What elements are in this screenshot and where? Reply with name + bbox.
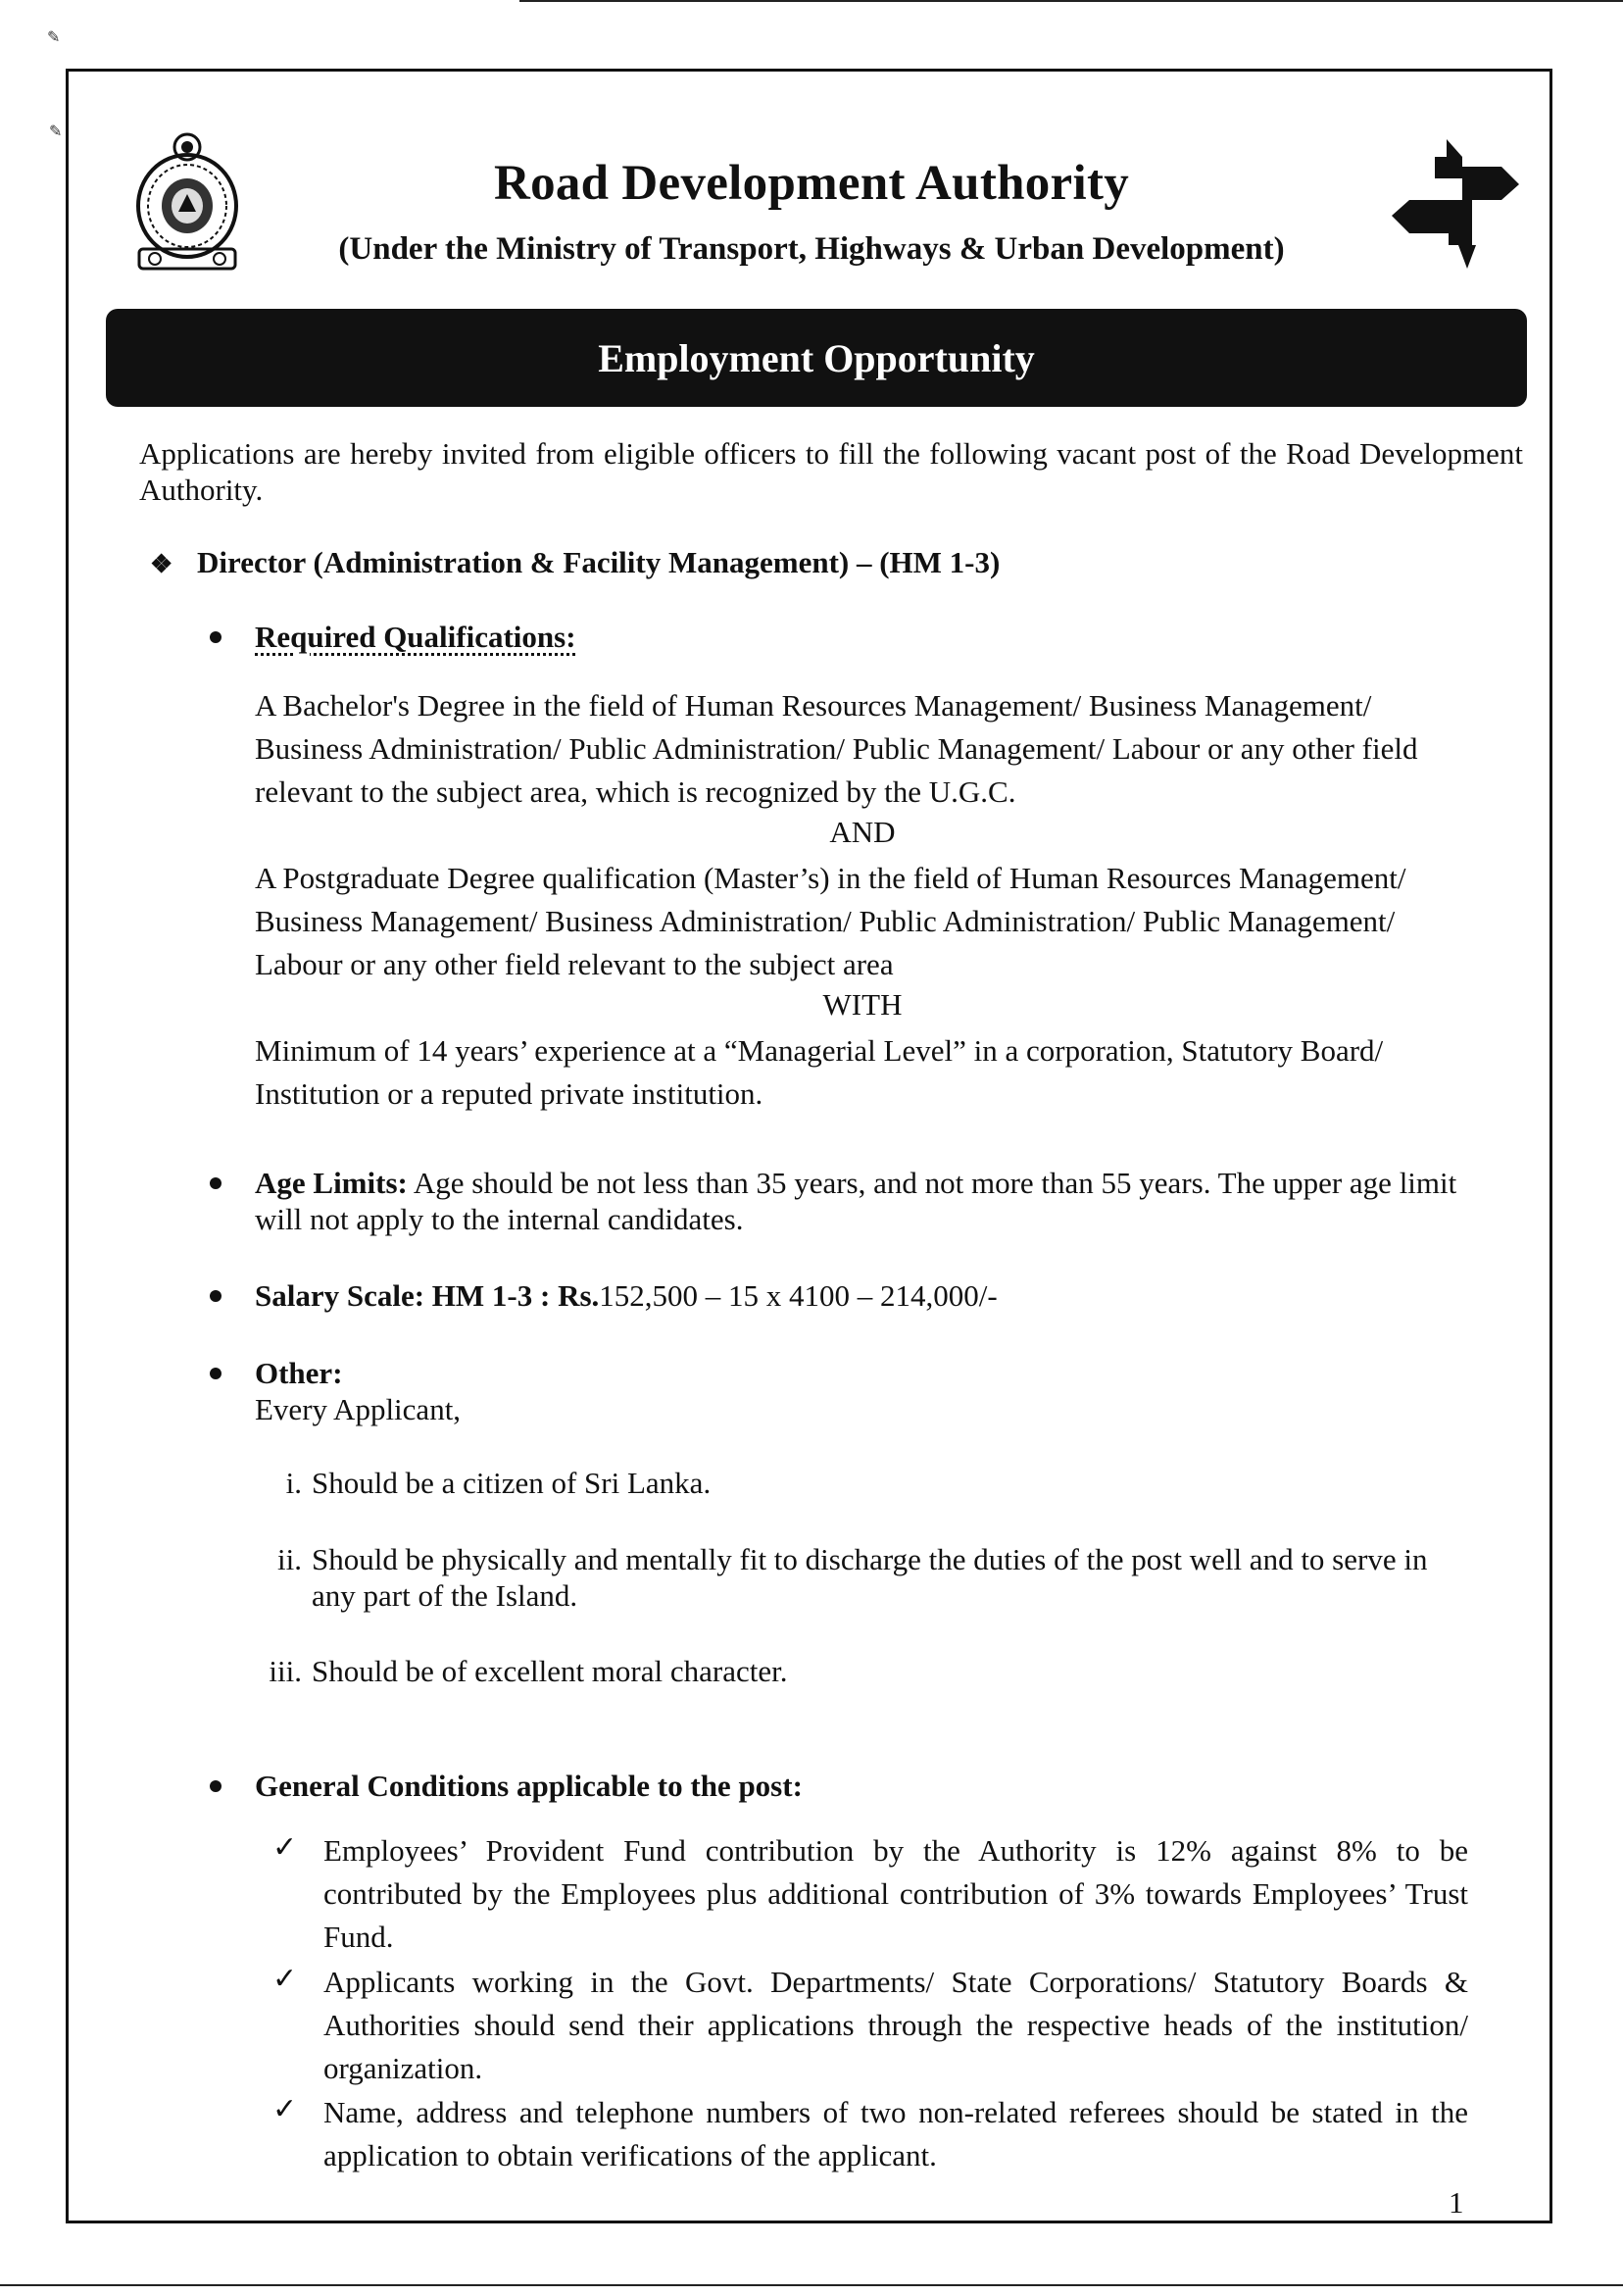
other-intro: Every Applicant, bbox=[255, 1392, 462, 1426]
bullet-icon bbox=[210, 1780, 221, 1792]
check-icon: ✓ bbox=[272, 1831, 298, 1864]
qualification-postgraduate: A Postgraduate Degree qualification (Master’s) in the field of Human Resources Management/ Business Management/ Business Administration/ Public Administration/ Public Management/ Labour or any other field relevant to the subject area bbox=[255, 861, 1406, 981]
qualification-experience: Minimum of 14 years’ experience at a “Managerial Level” in a corporation, Statutory Board/ Institution or a reputed private institution. bbox=[255, 1033, 1384, 1111]
intro-paragraph: Applications are hereby invited from eligible officers to fill the following vacant post of the Road Development Authority. bbox=[139, 436, 1523, 507]
other-section bbox=[255, 1355, 461, 1427]
qualifications-heading: Required Qualifications: bbox=[255, 620, 576, 654]
post-title bbox=[150, 544, 1000, 582]
page-title: Road Development Authority bbox=[493, 156, 1130, 211]
page-subtitle: (Under the Ministry of Transport, Highways & Urban Development) bbox=[338, 231, 1285, 267]
qualification-bachelor: A Bachelor's Degree in the field of Human Resources Management/ Business Management/ Business Administration/ Public Administration/ Public Management/ Labour or any other field relevant to the subject area, which is recognized by the U.G.C. bbox=[255, 688, 1418, 809]
check-icon: ✓ bbox=[272, 2093, 298, 2125]
check-icon: ✓ bbox=[272, 1963, 298, 1995]
salary-label: Salary Scale: HM 1-3 : Rs. bbox=[255, 1278, 600, 1313]
list-item: Should be a citizen of Sri Lanka. bbox=[312, 1466, 712, 1500]
condition-item: Name, address and telephone numbers of two non-related referees should be stated in the application to obtain verifications of the applicant. bbox=[323, 2095, 1468, 2172]
other-label: Other: bbox=[255, 1356, 343, 1390]
page-number: 1 bbox=[1449, 2185, 1464, 2220]
scan-mark: ✎ bbox=[47, 29, 61, 46]
general-conditions-heading: General Conditions applicable to the post: bbox=[255, 1769, 803, 1803]
bullet-icon bbox=[210, 1177, 221, 1189]
condition-item: Employees’ Provident Fund contribution by the Authority is 12% against 8% to be contributed by the Employees plus additional contribution of 3% towards Employees’ Trust Fund. bbox=[323, 1833, 1468, 1954]
list-number: iii. bbox=[269, 1654, 302, 1688]
age-label: Age Limits: bbox=[255, 1166, 408, 1200]
age-text: Age should be not less than 35 years, and not more than 55 years. The upper age limit will not apply to the internal candidates. bbox=[255, 1166, 1457, 1236]
qualification-with: WITH bbox=[822, 987, 903, 1022]
qualification-and: AND bbox=[829, 815, 896, 849]
bullet-icon bbox=[210, 1290, 221, 1302]
condition-item: Applicants working in the Govt. Departments/ State Corporations/ Statutory Boards & Authorities should send their applications through the respective heads of the institution/ organization. bbox=[323, 1965, 1468, 2085]
list-item: Should be physically and mentally fit to discharge the duties of the post well and to serve in any part of the Island. bbox=[312, 1542, 1428, 1613]
scan-mark: ✎ bbox=[49, 124, 63, 140]
diamond-bullet-icon: ❖ bbox=[150, 550, 173, 578]
bullet-icon bbox=[210, 1368, 221, 1379]
list-item: Should be of excellent moral character. bbox=[312, 1654, 788, 1688]
post-title-text: Director (Administration & Facility Management) – (HM 1-3) bbox=[197, 545, 1001, 579]
salary-scale bbox=[255, 1277, 998, 1314]
list-number: i. bbox=[285, 1466, 302, 1500]
banner-text: Employment Opportunity bbox=[598, 335, 1035, 380]
age-limits bbox=[255, 1165, 1470, 1237]
bullet-icon bbox=[210, 631, 221, 643]
list-number: ii. bbox=[277, 1542, 302, 1576]
salary-text: 152,500 – 15 x 4100 – 214,000/- bbox=[599, 1278, 998, 1313]
